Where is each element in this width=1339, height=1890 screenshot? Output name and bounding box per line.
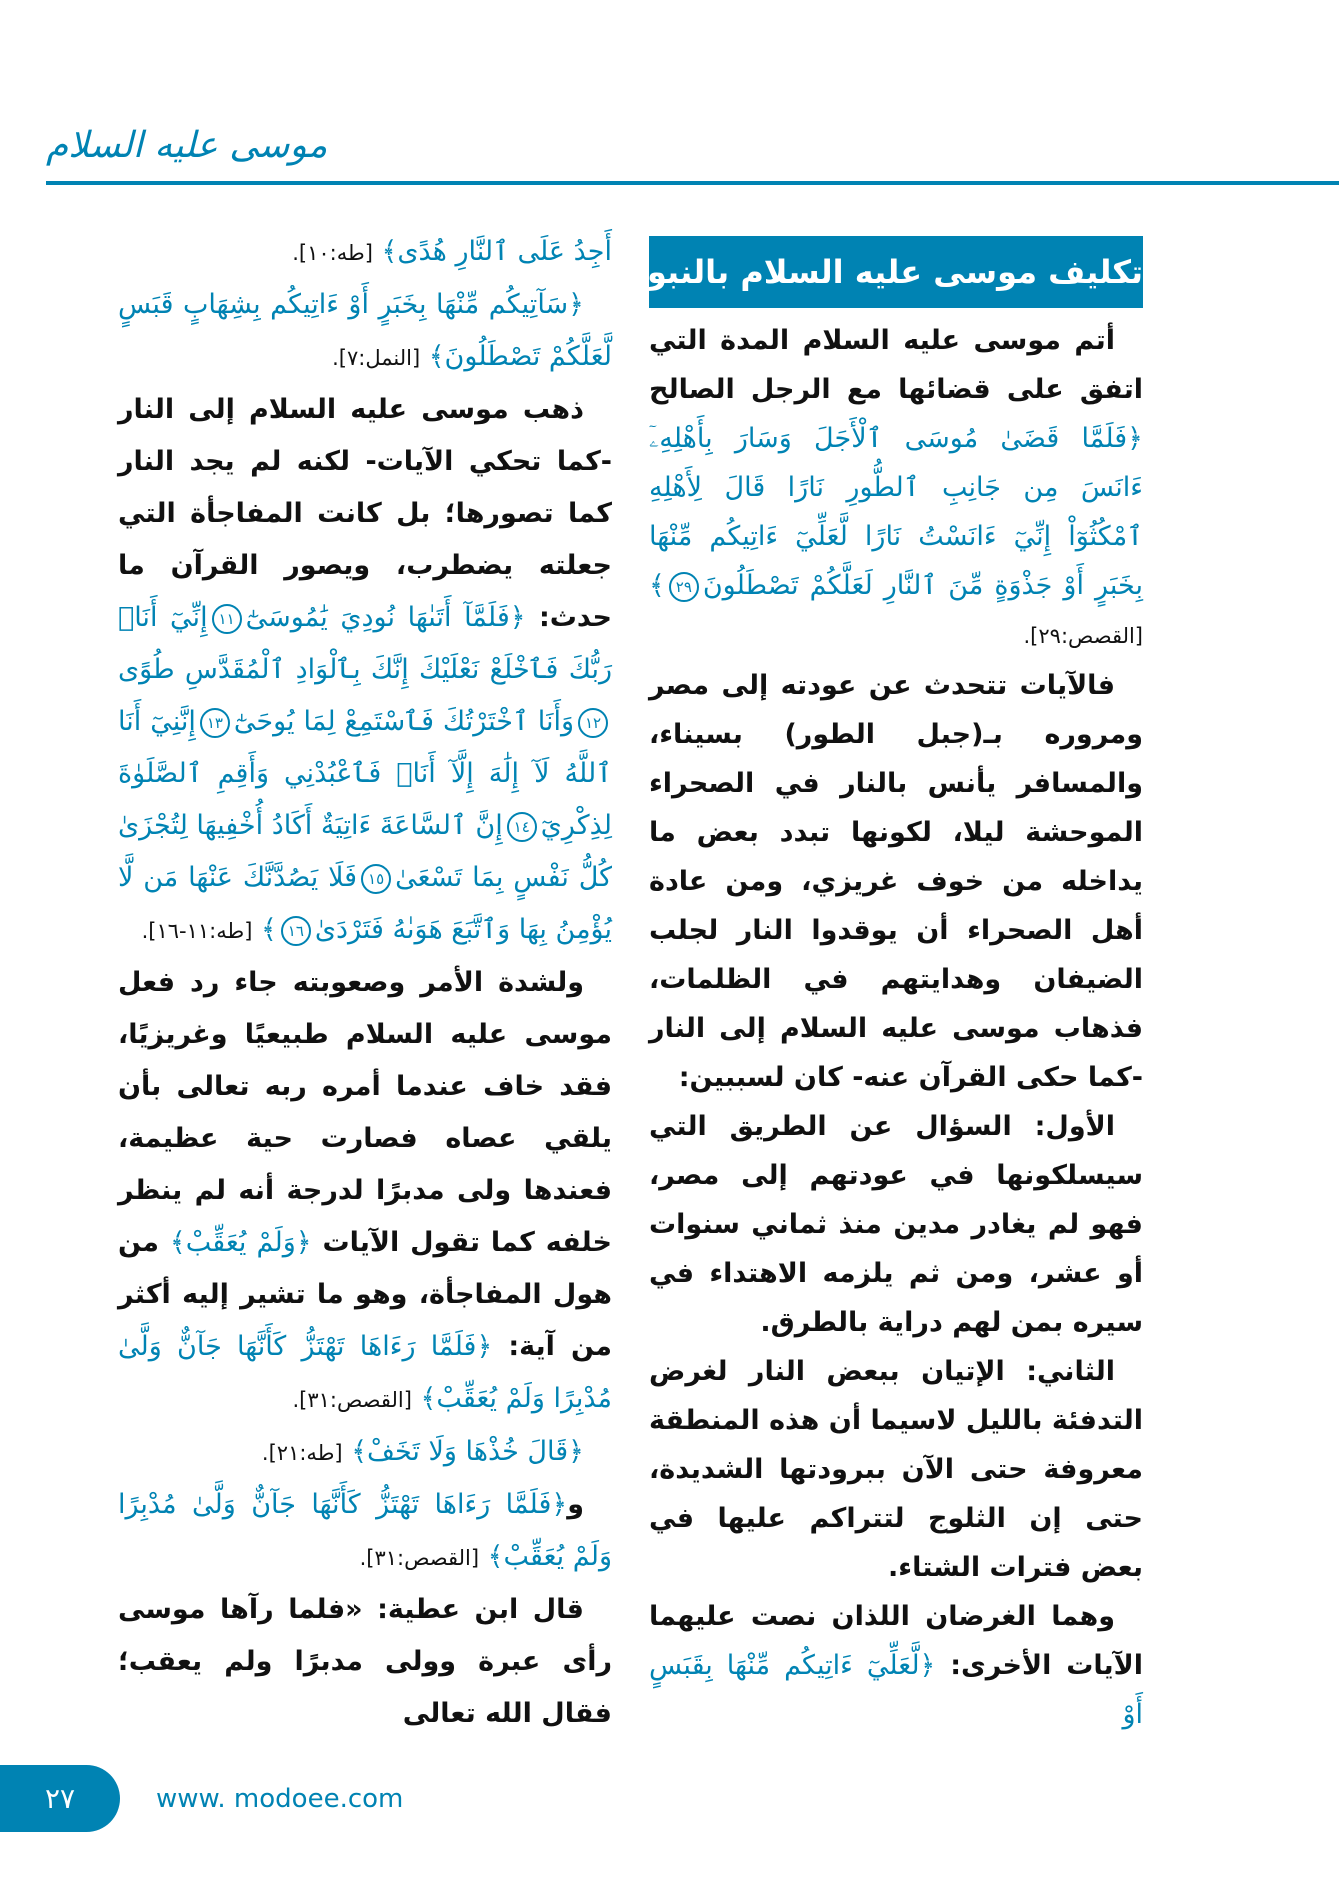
verse-reference: [طه:٢١]. <box>261 1441 343 1465</box>
body-text: من هول المفاجأة، وهو ما تشير إليه أكثر من آية: <box>118 1227 612 1362</box>
left-column <box>118 226 612 1740</box>
section-title: تكليف موسى عليه السلام بالنبوة <box>649 236 1143 308</box>
quran-verse: وَأَنَا ٱخْتَرْتُكَ فَٱسْتَمِعْ لِمَا يُوحَىٰٓ <box>233 706 574 737</box>
ayah-number-marker: ١٥ <box>361 864 391 894</box>
quran-verse: فَلَا يَصُدَّنَّكَ عَنْهَا مَن لَّا يُؤْمِنُ بِهَا وَٱتَّبَعَ هَوَىٰهُ فَتَرْدَىٰ <box>118 862 612 945</box>
paragraph <box>118 1426 612 1479</box>
ayah-number-marker: ١١ <box>212 604 242 634</box>
verse-reference: [القصص:٢٩]. <box>1023 624 1143 648</box>
body-text: و <box>567 1489 584 1520</box>
quran-verse: ﴿فَلَمَّا قَضَىٰ مُوسَى ٱلْأَجَلَ وَسَارَ بِأَهْلِهِۦٓ ءَانَسَ مِن جَانِبِ ٱلطُّورِ نَارًا قَالَ لِأَهْلِهِ ٱمْكُثُوٓاْ إِنِّيٓ ءَانَسْتُ نَارًا لَّعَلِّيٓ ءَاتِيكُم مِّنْهَا بِخَبَرٍ أَوْ جَذْوَةٍ مِّنَ ٱلنَّارِ لَعَلَّكُمْ تَصْطَلُونَ <box>649 423 1143 601</box>
quran-verse: ﴿فَلَمَّا رَءَاهَا تَهْتَزُّ كَأَنَّهَا جَآنٌّ وَلَّىٰ مُدْبِرًا وَلَمْ يُعَقِّبْ﴾ <box>118 1331 612 1414</box>
header-rule <box>46 181 1339 185</box>
quran-verse: إِنَّ ٱلسَّاعَةَ ءَاتِيَةٌ أَكَادُ أُخْفِيهَا لِتُجْزَىٰ كُلُّ نَفْسٍ بِمَا تَسْعَىٰ <box>118 810 612 893</box>
ayah-number-marker: ١٤ <box>507 812 537 842</box>
paragraph <box>118 1479 612 1584</box>
ayah-number-marker: ٢٩ <box>669 572 699 602</box>
paragraph <box>118 957 612 1426</box>
quran-verse: ﴿وَلَمْ يُعَقِّبْ﴾ <box>169 1227 312 1258</box>
body-text: الأول: السؤال عن الطريق التي سيسلكونها في عودتهم إلى مصر، فهو لم يغادر مدين منذ ثماني سنوات أو عشر، ومن ثم يلزمه الاهتداء في سيره بمن لهم دراية بالطرق. <box>649 1111 1143 1338</box>
quran-verse: ﴿قَالَ خُذْهَا وَلَا تَخَفْ﴾ <box>342 1436 584 1467</box>
body-text: وهما الغرضان اللذان نصت عليهما الآيات الأخرى: <box>649 1601 1143 1681</box>
ayah-number-marker: ١٦ <box>281 916 311 946</box>
quran-verse: ﴿سَآتِيكُم مِّنْهَا بِخَبَرٍ أَوْ ءَاتِيكُم بِشِهَابٍ قَبَسٍ لَّعَلَّكُمْ تَصْطَلُونَ﴾ <box>118 289 612 372</box>
verse-reference: [طه:١١-١٦]. <box>141 919 253 943</box>
quran-verse: ﴾ <box>252 914 277 945</box>
paragraph <box>649 316 1143 661</box>
website-url[interactable]: www. modoee.com <box>156 1784 404 1814</box>
right-column <box>628 236 1143 1739</box>
page-number: ٢٧ <box>0 1765 120 1832</box>
body-text: أتم موسى عليه السلام المدة التي اتفق على قضائها مع الرجل الصالح <box>649 325 1143 405</box>
paragraph <box>649 661 1143 1102</box>
paragraph <box>649 1592 1143 1739</box>
paragraph <box>649 1347 1143 1592</box>
quran-verse: ﴾ <box>649 570 665 601</box>
quran-verse: إِنَّنِيٓ أَنَا ٱللَّهُ لَآ إِلَٰهَ إِلَّآ أَنَا۠ فَٱعْبُدْنِي وَأَقِمِ ٱلصَّلَوٰةَ لِذِكْرِيٓ <box>118 706 612 841</box>
ayah-number-marker: ١٣ <box>200 708 230 738</box>
quran-verse: ﴿لَّعَلِّيٓ ءَاتِيكُم مِّنْهَا بِقَبَسٍ أَوْ <box>649 1650 1143 1730</box>
quran-verse: أَجِدُ عَلَى ٱلنَّارِ هُدًى﴾ <box>372 236 612 267</box>
body-text: ولشدة الأمر وصعوبته جاء رد فعل موسى عليه السلام طبيعيًا وغريزيًا، فقد خاف عندما أمره ربه تعالى بأن يلقي عصاه فصارت حية عظيمة، فعندها ولى مدبرًا لدرجة أنه لم ينظر خلفه كما تقول الآيات <box>118 967 613 1258</box>
paragraph <box>649 1102 1143 1347</box>
body-text: قال ابن عطية: «فلما رآها موسى رأى عبرة وولى مدبرًا ولم يعقب؛ فقال الله تعالى <box>118 1594 612 1729</box>
right-column-body <box>649 316 1143 1739</box>
verse-reference: [طه:١٠]. <box>292 241 373 265</box>
paragraph <box>118 226 612 279</box>
body-text: ذهب موسى عليه السلام إلى النار -كما تحكي الآيات- لكنه لم يجد النار كما تصورها؛ بل كانت المفاجأة التي جعلته يضطرب، ويصور القرآن ما حدث: <box>118 394 612 633</box>
paragraph <box>118 384 612 957</box>
body-text: الثاني: الإتيان ببعض النار لغرض التدفئة بالليل لاسيما أن هذه المنطقة معروفة حتى الآن ببرودتها الشديدة، حتى إن الثلوج لتتراكم عليها في بعض فترات الشتاء. <box>649 1356 1143 1583</box>
verse-reference: [القصص:٣١]. <box>359 1546 480 1570</box>
verse-reference: [النمل:٧]. <box>332 346 421 370</box>
paragraph <box>118 1584 612 1740</box>
paragraph <box>118 279 612 384</box>
left-column-body <box>118 226 612 1740</box>
ayah-number-marker: ١٢ <box>578 708 608 738</box>
quran-verse: ﴿فَلَمَّآ أَتَىٰهَا نُودِيَ يَٰمُوسَىٰٓ <box>245 602 526 633</box>
quran-verse: إِنِّيٓ أَنَا۠ رَبُّكَ فَٱخْلَعْ نَعْلَيْكَ إِنَّكَ بِٱلْوَادِ ٱلْمُقَدَّسِ طُوًى <box>118 602 612 685</box>
quran-verse: ﴿فَلَمَّا رَءَاهَا تَهْتَزُّ كَأَنَّهَا جَآنٌّ وَلَّىٰ مُدْبِرًا وَلَمْ يُعَقِّبْ﴾ <box>118 1489 612 1572</box>
body-text: فالآيات تتحدث عن عودته إلى مصر ومروره بـ(جبل الطور) بسيناء، والمسافر يأنس بالنار في الصحراء الموحشة ليلا، لكونها تبدد بعض ما يداخله من خوف غريزي، ومن عادة أهل الصحراء أن يوقدوا النار لجلب الضيفان وهدايتهم في الظلمات، فذهاب موسى عليه السلام إلى النار -كما حكى القرآن عنه- كان لسببين: <box>649 670 1143 1093</box>
verse-reference: [القصص:٣١]. <box>292 1388 412 1412</box>
running-title: موسى عليه السلام <box>46 125 328 166</box>
